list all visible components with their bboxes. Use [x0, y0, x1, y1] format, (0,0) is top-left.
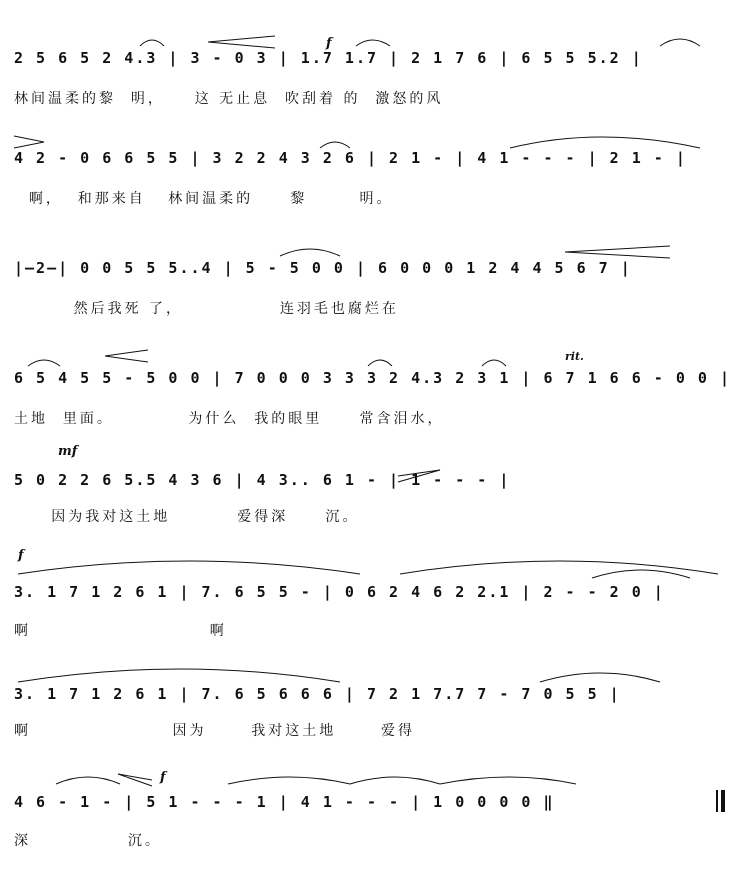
dynamic-marking: mf: [58, 444, 78, 459]
crescendo-hairpin: [105, 350, 148, 362]
lyrics-line: 啊 啊: [14, 623, 227, 639]
lyrics-line: 林间温柔的黎 明， 这 无止息 吹刮着 的 激怒的风: [14, 91, 444, 107]
crescendo-hairpin: [208, 36, 275, 48]
slur: [510, 137, 700, 148]
final-barline-thick: [721, 790, 725, 812]
slur: [280, 249, 340, 256]
dynamic-marking: f: [18, 548, 24, 563]
notation-line: 3. 1 7 1 2 6 1 | 7. 6 5 5 - | 0 6 2 4 6 2 2.1 | 2 - - 2 0 |: [14, 583, 665, 601]
notation-line: 4 2 - 0 6 6 5 5 | 3 2 2 4 3 2 6 | 2 1 - | 4 1 - - - | 2 1 - |: [14, 149, 687, 167]
lyrics-line: 因为我对这土地 爱得深 沉。: [14, 509, 360, 525]
slur: [482, 360, 506, 366]
lyrics-line: 深 沉。: [14, 833, 162, 849]
notation-line: 5 0 2 2 6 5.5 4 3 6 | 4 3.. 6 1 - | 1 - - - |: [14, 471, 511, 489]
crescendo-hairpin: [118, 774, 152, 786]
lyrics-line: 啊， 和那来自 林间温柔的 黎 明。: [14, 191, 394, 207]
final-barline-thin: [716, 790, 718, 812]
lyrics-line: 啊 因为 我对这土地 爱得: [14, 723, 415, 739]
notation-line: 2 5 6 5 2 4.3 | 3 - 0 3 | 1.7 1.7 | 2 1 7 6 | 6 5 5 5.2 |: [14, 49, 643, 67]
slur: [660, 39, 700, 46]
slur: [228, 777, 350, 784]
notation-line: 3. 1 7 1 2 6 1 | 7. 6 5 6 6 6 | 7 2 1 7.7 7 - 7 0 5 5 |: [14, 685, 621, 703]
notation-line: 6 5 4 5 5 - 5 0 0 | 7 0 0 0 3 3 3 2 4.3 2 3 1 | 6 7 1 6 6 - 0 0 |: [14, 369, 731, 387]
slur: [540, 673, 660, 682]
notation-line: |—2—| 0 0 5 5 5..4 | 5 - 5 0 0 | 6 0 0 0 1 2 4 4 5 6 7 |: [14, 259, 632, 277]
slur: [440, 777, 576, 784]
slur: [18, 669, 340, 682]
slur: [18, 561, 360, 574]
ritardando-marking: rit.: [565, 350, 584, 363]
slur: [368, 360, 392, 366]
slur: [356, 40, 390, 46]
lyrics-line: 然后我死 了， 连羽毛也腐烂在: [14, 301, 399, 317]
slur: [28, 360, 60, 366]
slur: [592, 570, 690, 578]
crescendo-hairpin: [565, 246, 670, 258]
slur: [350, 777, 440, 784]
dynamic-marking: f: [326, 36, 332, 51]
dynamic-marking: f: [160, 770, 166, 785]
notation-line: 4 6 - 1 - | 5 1 - - - 1 | 4 1 - - - | 1 0 0 0 0 ‖: [14, 793, 555, 811]
lyrics-line: 土地 里面。 为什么 我的眼里 常含泪水，: [14, 411, 445, 427]
slur: [400, 561, 718, 574]
slur: [140, 40, 164, 46]
accent-hairpin: [14, 136, 44, 148]
slur: [56, 777, 120, 784]
